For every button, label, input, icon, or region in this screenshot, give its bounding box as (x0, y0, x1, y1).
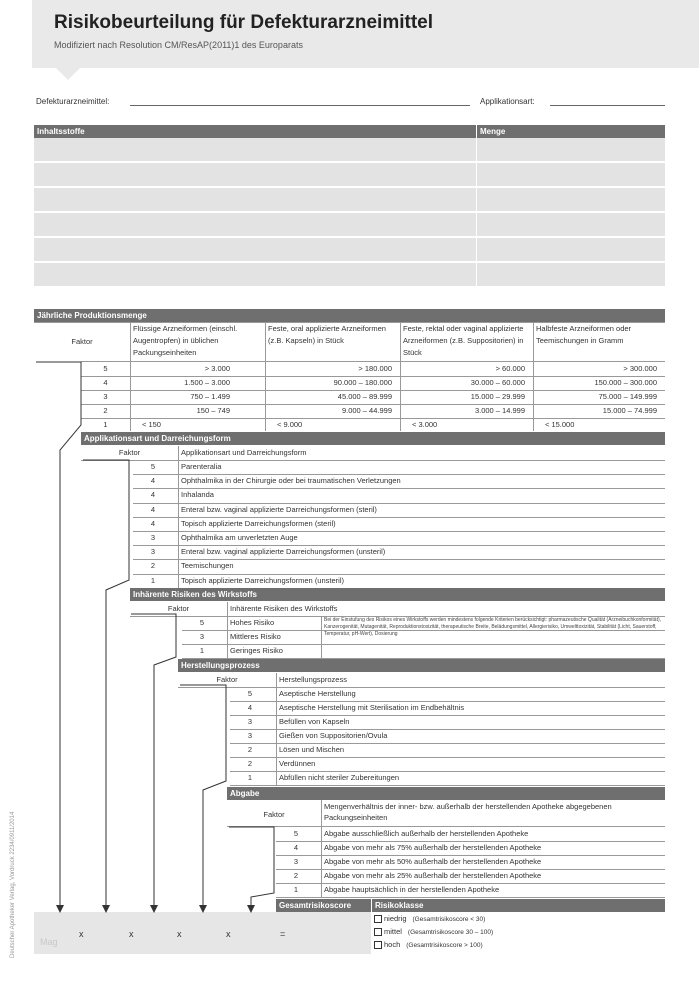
applikation-label: Applikationsart: (480, 97, 535, 106)
row-label: Aseptische Herstellung (279, 689, 356, 698)
produktion-value: > 60.000 (495, 364, 525, 373)
produktion-value: 9.000 – 44.999 (341, 406, 392, 415)
factor-value: 4 (293, 843, 299, 852)
produktion-value: 15.000 – 74.999 (602, 406, 657, 415)
factor-value: 2 (247, 759, 253, 768)
produktion-value: < 3.000 (412, 420, 438, 429)
factor-value: 1 (293, 885, 299, 894)
produktion-value: < 150 (142, 420, 161, 429)
row-label: Verdünnen (279, 759, 316, 768)
produktion-value: > 3.000 (204, 364, 230, 373)
row-label: Befüllen von Kapseln (279, 717, 350, 726)
row-label: Enteral bzw. vaginal applizierte Darreichungsformen (steril) (181, 504, 377, 514)
factor-value: 4 (150, 518, 156, 528)
row-label: Topisch applizierte Darreichungsformen (unsteril) (181, 575, 344, 585)
column-header: Mengenverhältnis der inner- bzw. außerhalb der herstellenden Apotheke abgegebenen Packungseinheiten (324, 802, 612, 822)
publisher-note: Deutscher Apotheker Verlag, Vordruck 2234/0911/2014 (10, 811, 16, 958)
produktion-value: 3.000 – 14.999 (474, 406, 525, 415)
produktion-value: 150.000 – 300.000 (594, 378, 657, 387)
arrow-applikation (83, 460, 129, 908)
arrow-abgabe (229, 827, 274, 908)
factor-value: 1 (199, 646, 205, 655)
operator: x (129, 929, 134, 939)
factor-value: 3 (199, 632, 205, 641)
factor-value: 3 (150, 547, 156, 557)
logo-text: Mag (40, 937, 58, 947)
abgabe-header: Abgabe (227, 787, 665, 800)
gesamt-header: Gesamtrisikoscore (276, 899, 371, 912)
produktion-value: < 15.000 (545, 420, 575, 429)
row-label: Abgabe von mehr als 50% außerhalb der herstellenden Apotheke (324, 857, 542, 866)
factor-value: 1 (103, 420, 108, 429)
page-title: Risikobeurteilung für Defekturarzneimittel (54, 12, 434, 33)
row-label: Teemischungen (181, 561, 234, 571)
operator: x (177, 929, 182, 939)
produktion-value: > 300.000 (623, 364, 657, 373)
factor-value: 4 (150, 504, 156, 514)
faktor-label: Faktor (216, 675, 238, 684)
column-header: Herstellungsprozess (279, 675, 347, 684)
defektur-label: Defekturarzneimittel: (36, 97, 110, 106)
factor-value: 2 (293, 871, 299, 880)
arrow-wirkstoff (131, 614, 176, 908)
factor-value: 5 (150, 462, 156, 471)
factor-value: 2 (150, 561, 156, 571)
row-label: Gießen von Suppositorien/Ovula (279, 731, 388, 740)
factor-value: 3 (103, 392, 108, 401)
risk-class-desc: (Gesamtrisikoscore < 30) (412, 916, 486, 923)
row-label: Hohes Risiko (230, 618, 275, 627)
row-label: Aseptische Herstellung mit Sterilisation im Endbehältnis (279, 703, 465, 712)
page-subtitle: Modifiziert nach Resolution CM/ResAP(2011)1 des Europarats (54, 40, 303, 50)
produktion-header: Jährliche Produktionsmenge (34, 309, 665, 322)
risk-class-name: mittel (384, 927, 402, 936)
factor-value: 1 (150, 575, 156, 585)
produktion-value: 15.000 – 29.999 (470, 392, 525, 401)
produktion-col-header: Feste, oral applizierte Arzneiformen (z.B. Kapseln) in Stück (268, 324, 386, 345)
produktion-value: > 180.000 (358, 364, 392, 373)
arrow-head-4 (199, 905, 207, 913)
row-label: Inhalanda (181, 490, 214, 500)
produktion-value: 1.500 – 3.000 (184, 378, 230, 387)
row-label: Parenteralia (181, 462, 222, 471)
arrow-produktion (36, 362, 81, 908)
row-label: Geringes Risiko (230, 646, 283, 655)
factor-value: 4 (103, 378, 108, 387)
operator: x (79, 929, 84, 939)
produktion-col-header: Feste, rektal oder vaginal applizierte Arzneiformen (z.B. Suppositorien) in Stück (403, 324, 524, 357)
row-label: Abgabe von mehr als 75% außerhalb der herstellenden Apotheke (324, 843, 542, 852)
arrow-herstellung (180, 685, 226, 908)
row-label: Abgabe von mehr als 25% außerhalb der herstellenden Apotheke (324, 871, 542, 880)
arrow-head-2 (102, 905, 110, 913)
factor-value: 5 (293, 829, 299, 838)
produktion-col-header: Flüssige Arzneiformen (einschl. Augentropfen) in üblichen Packungseinheiten (133, 324, 238, 357)
factor-value: 2 (103, 406, 108, 415)
faktor-label: Faktor (263, 810, 285, 819)
arrow-head-1 (56, 905, 64, 913)
produktion-value: 90.000 – 180.000 (333, 378, 392, 387)
faktor-label: Faktor (71, 337, 93, 346)
factor-value: 4 (150, 476, 156, 486)
faktor-label: Faktor (167, 604, 190, 613)
operator: = (280, 929, 286, 939)
produktion-col-header: Halbfeste Arzneiformen oder Teemischungen in Gramm (536, 324, 632, 345)
faktor-label: Faktor (118, 448, 141, 457)
factor-value: 5 (247, 689, 253, 698)
row-label: Abfüllen nicht steriler Zubereitungen (279, 773, 400, 782)
produktion-value: 45.000 – 89.999 (337, 392, 392, 401)
risk-class-name: niedrig (384, 914, 407, 923)
row-label: Mittleres Risiko (230, 632, 281, 641)
risk-class-name: hoch (384, 940, 401, 949)
risk-class-desc: (Gesamtrisikoscore 30 – 100) (407, 929, 494, 936)
factor-value: 4 (150, 490, 156, 500)
row-label: Abgabe ausschließlich außerhalb der herstellenden Apotheke (324, 829, 529, 838)
produktion-value: < 9.000 (277, 420, 303, 429)
factor-value: 5 (103, 364, 108, 373)
factor-value: 3 (247, 731, 253, 740)
herstellung-header: Herstellungsprozess (178, 659, 665, 672)
row-label: Topisch applizierte Darreichungsformen (steril) (181, 518, 336, 528)
row-label: Enteral bzw. vaginal applizierte Darreichungsformen (unsteril) (181, 547, 386, 557)
row-label: Ophthalmika in der Chirurgie oder bei traumatischen Verletzungen (181, 476, 401, 486)
menge-header: Menge (477, 125, 665, 138)
column-header: Inhärente Risiken des Wirkstoffs (230, 604, 338, 613)
row-label: Abgabe hauptsächlich in der herstellenden Apotheke (324, 885, 500, 894)
column-header: Applikationsart und Darreichungsform (181, 448, 307, 457)
produktion-value: 75.000 – 149.999 (598, 392, 657, 401)
factor-value: 4 (247, 703, 253, 712)
produktion-value: 150 – 749 (196, 406, 230, 415)
arrow-head-5 (247, 905, 255, 913)
row-label: Lösen und Mischen (279, 745, 345, 754)
produktion-value: 30.000 – 60.000 (470, 378, 525, 387)
inhaltsstoffe-header: Inhaltsstoffe (34, 125, 476, 138)
factor-value: 5 (199, 618, 205, 627)
factor-value: 3 (247, 717, 253, 726)
applikation-header: Applikationsart und Darreichungsform (81, 432, 665, 445)
klasse-header: Risikoklasse (372, 899, 665, 912)
row-label: Ophthalmika am unverletzten Auge (181, 533, 298, 542)
risk-class-desc: (Gesamtrisikoscore > 100) (406, 942, 483, 949)
factor-value: 3 (150, 533, 156, 542)
factor-value: 2 (247, 745, 253, 754)
wirkstoff-header: Inhärente Risiken des Wirkstoffs (130, 588, 665, 601)
arrow-head-3 (150, 905, 158, 913)
operator: x (226, 929, 231, 939)
produktion-value: 750 – 1.499 (190, 392, 230, 401)
factor-value: 1 (247, 773, 253, 782)
wirkstoff-note: Bei der Einstufung des Risikos eines Wirkstoffs werden mindestens folgende Kriterien berücksichtigt: pharmazeutische Qualität (Arzneibuchkonformität), Kanzerogenität, Mutagenität, Reproduktionstoxizität, therapeutische Breite, Belädungsmittel, Allergierisiko, Umwelttoxizität, Stabilität (Licht, Sauerstoff, Temperatur, pH-Wert), Dosierung (324, 617, 662, 637)
factor-value: 3 (293, 857, 299, 866)
